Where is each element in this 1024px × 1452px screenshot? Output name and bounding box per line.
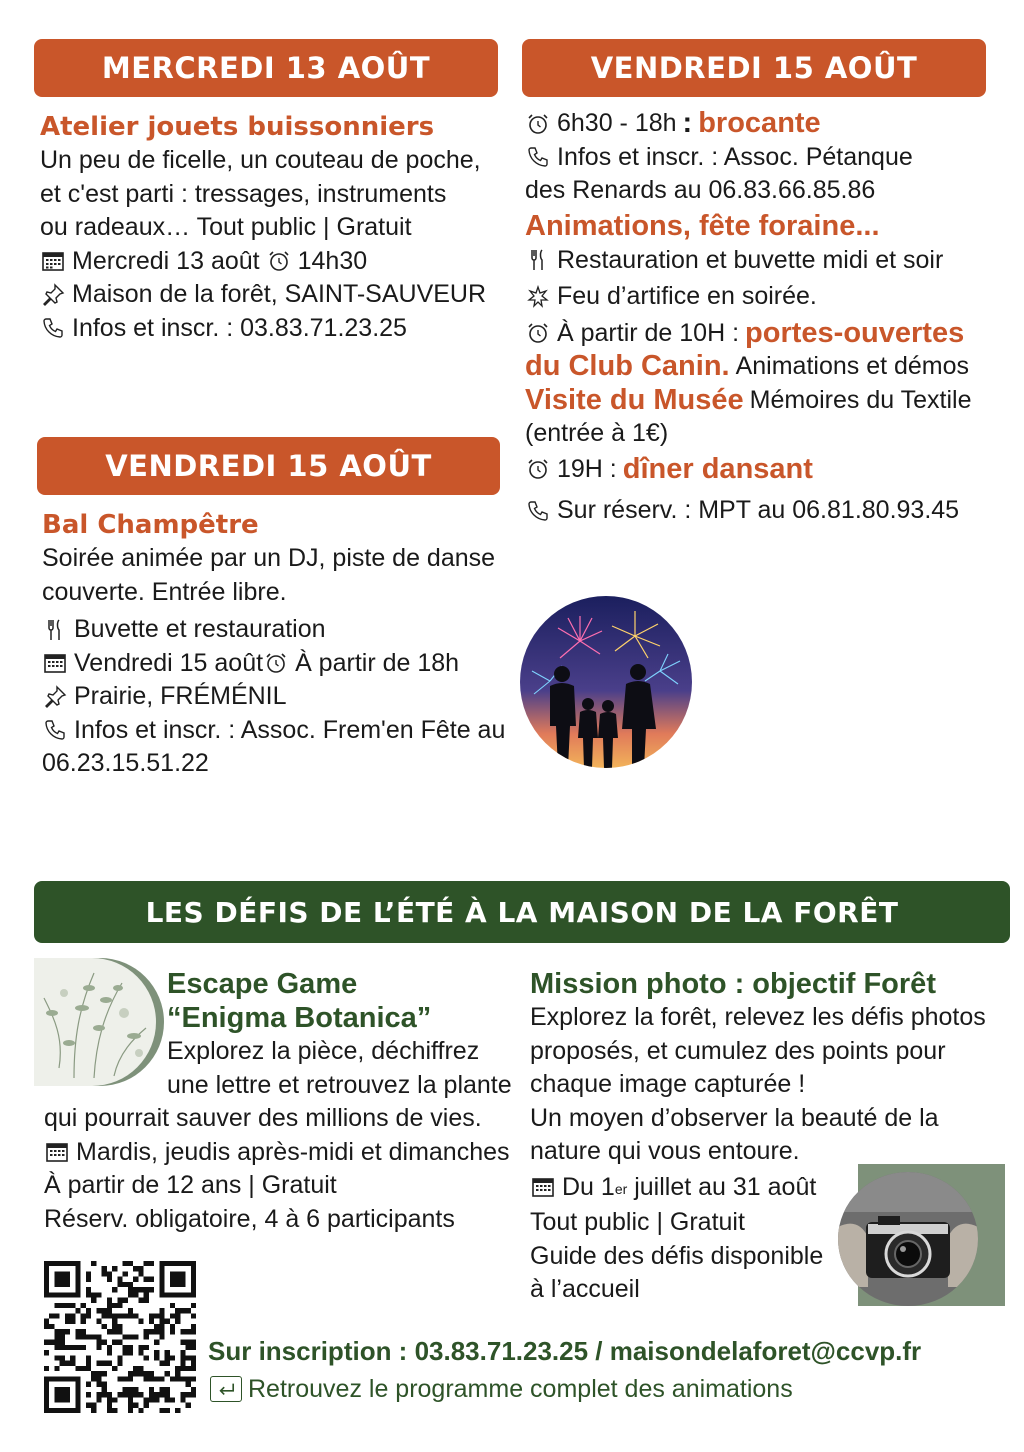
event-title: Atelier jouets buissonniers bbox=[40, 112, 435, 142]
calendar-icon bbox=[42, 650, 68, 676]
photo-desc-line: Explorez la forêt, relevez les défis photos bbox=[530, 1003, 986, 1031]
photo-desc-line: Un moyen d’observer la beauté de la bbox=[530, 1103, 939, 1132]
contact-line bbox=[40, 312, 510, 346]
programme-text: Retrouvez le programme complet des animations bbox=[248, 1375, 793, 1403]
escape-game-details bbox=[44, 1102, 514, 1236]
photo-desc-line: proposés, et cumulez des points pour bbox=[530, 1036, 946, 1065]
brocante-sep: : bbox=[682, 107, 693, 139]
event-time: À partir de 18h bbox=[295, 648, 460, 677]
musee-desc: Mémoires du Textile bbox=[749, 385, 972, 414]
botanical-illustration bbox=[34, 958, 164, 1086]
brocante-info-2: des Renards au 06.83.66.85.86 bbox=[525, 176, 876, 204]
pin-icon bbox=[40, 282, 66, 308]
escape-title-2: “Enigma Botanica” bbox=[167, 1002, 432, 1034]
escape-days-line bbox=[44, 1136, 514, 1170]
reservation-text: Sur réserv. : MPT au 06.81.80.93.45 bbox=[557, 496, 960, 524]
photo-desc-line: chaque image capturée ! bbox=[530, 1070, 806, 1098]
event-bal bbox=[42, 508, 512, 781]
banner-defis: LES DÉFIS DE L’ÉTÉ À LA MAISON DE LA FORÊT bbox=[34, 881, 1010, 943]
event-place: Prairie, FRÉMÉNIL bbox=[74, 682, 287, 710]
phone-icon bbox=[525, 144, 551, 170]
event-desc-line: couverte. Entrée libre. bbox=[42, 577, 287, 606]
brocante-title: brocante bbox=[698, 107, 821, 139]
calendar-icon bbox=[40, 248, 66, 274]
event-contact: Infos et inscr. : 03.83.71.23.25 bbox=[72, 313, 407, 342]
photo-date-b: juillet au 31 août bbox=[627, 1172, 817, 1201]
alarm-clock-icon bbox=[525, 320, 551, 346]
date-line bbox=[40, 245, 510, 279]
brocante-info: Infos et inscr. : Assoc. Pétanque bbox=[557, 142, 913, 171]
event-date: Mercredi 13 août bbox=[72, 246, 260, 275]
event-contact: Infos et inscr. : Assoc. Frem'en Fête au bbox=[74, 715, 506, 744]
contact-line bbox=[525, 141, 1005, 175]
banner-vendredi-right: VENDREDI 15 AOÛT bbox=[522, 39, 986, 97]
diner-line bbox=[525, 453, 1005, 487]
photo-date-sup: er bbox=[614, 1180, 628, 1197]
escape-desc-line: qui pourrait sauver des millions de vies. bbox=[44, 1104, 482, 1132]
food-text: Restauration et buvette midi et soir bbox=[557, 245, 944, 274]
alarm-clock-icon bbox=[263, 650, 289, 676]
musee-price: (entrée à 1€) bbox=[525, 419, 669, 447]
brocante-line bbox=[525, 107, 1005, 141]
escape-game bbox=[167, 967, 512, 1102]
escape-reserve: Réserv. obligatoire, 4 à 6 participants bbox=[44, 1204, 455, 1233]
qr-code[interactable] bbox=[44, 1261, 196, 1413]
place-line bbox=[42, 680, 512, 714]
photo-date-a: Du 1 bbox=[562, 1172, 615, 1201]
place-line bbox=[40, 278, 510, 312]
escape-age: À partir de 12 ans | Gratuit bbox=[44, 1171, 337, 1199]
photo-guide-1: Guide des défis disponible bbox=[530, 1241, 824, 1270]
musee-title: Visite du Musée bbox=[525, 383, 744, 416]
musee-line bbox=[525, 384, 1005, 418]
event-title: Bal Champêtre bbox=[42, 510, 259, 540]
event-atelier bbox=[40, 110, 510, 345]
phone-icon bbox=[42, 717, 68, 743]
fireworks-family-photo bbox=[520, 596, 692, 768]
event-time: 14h30 bbox=[297, 246, 368, 275]
food-line bbox=[525, 244, 1005, 278]
pin-icon bbox=[42, 684, 68, 710]
canin-desc: Animations et démos bbox=[735, 352, 970, 380]
fireworks-line bbox=[525, 280, 1005, 314]
programme-line[interactable] bbox=[210, 1372, 793, 1406]
calendar-icon bbox=[44, 1139, 70, 1165]
return-arrow-icon bbox=[210, 1376, 242, 1402]
camera-photo bbox=[838, 1172, 978, 1306]
escape-title-1: Escape Game bbox=[167, 968, 358, 1000]
fireworks-icon bbox=[525, 284, 551, 310]
phone-icon bbox=[40, 315, 66, 341]
escape-desc-line: Explorez la pièce, déchiffrez bbox=[167, 1037, 480, 1065]
food-line bbox=[42, 613, 512, 647]
photo-guide-2: à l’accueil bbox=[530, 1275, 640, 1303]
photo-title: Mission photo : objectif Forêt bbox=[530, 968, 936, 1000]
canin-title-1: portes-ouvertes bbox=[745, 316, 965, 349]
inscription-line: Sur inscription : 03.83.71.23.25 / maisondelaforet@ccvp.fr bbox=[208, 1336, 922, 1366]
event-date: Vendredi 15 août bbox=[74, 648, 264, 677]
event-desc-line: ou radeaux… Tout public | Gratuit bbox=[40, 213, 412, 241]
event-desc-line: Soirée animée par un DJ, piste de danse bbox=[42, 544, 496, 572]
canin-line-2 bbox=[525, 350, 1005, 384]
contact-line bbox=[42, 714, 512, 748]
fork-knife-icon bbox=[42, 617, 68, 643]
calendar-icon bbox=[530, 1174, 556, 1200]
phone-icon bbox=[525, 498, 551, 524]
banner-mercredi: MERCREDI 13 AOÛT bbox=[34, 39, 498, 97]
animations-title: Animations, fête foraine... bbox=[525, 209, 880, 242]
events-vendredi-right bbox=[525, 107, 1005, 528]
canin-title-2: du Club Canin. bbox=[525, 350, 730, 382]
reservation-line bbox=[525, 494, 1005, 528]
banner-vendredi-left: VENDREDI 15 AOÛT bbox=[37, 437, 500, 495]
diner-time: 19H : bbox=[557, 454, 617, 483]
photo-desc-line: nature qui vous entoure. bbox=[530, 1137, 800, 1165]
food-text: Buvette et restauration bbox=[74, 615, 326, 643]
event-place: Maison de la forêt, SAINT-SAUVEUR bbox=[72, 280, 487, 308]
diner-title: dîner dansant bbox=[622, 452, 813, 485]
alarm-clock-icon bbox=[525, 111, 551, 137]
escape-days: Mardis, jeudis après-midi et dimanches bbox=[76, 1137, 510, 1166]
escape-desc-line: une lettre et retrouvez la plante bbox=[167, 1070, 512, 1099]
canin-time: À partir de 10H : bbox=[557, 318, 740, 347]
fireworks-text: Feu d’artifice en soirée. bbox=[557, 282, 817, 310]
photo-public: Tout public | Gratuit bbox=[530, 1208, 745, 1236]
alarm-clock-icon bbox=[525, 456, 551, 482]
contact-line-2: 06.23.15.51.22 bbox=[42, 749, 209, 777]
alarm-clock-icon bbox=[266, 248, 292, 274]
canin-line bbox=[525, 317, 1005, 351]
event-desc-line: Un peu de ficelle, un couteau de poche, bbox=[40, 146, 481, 174]
fork-knife-icon bbox=[525, 247, 551, 273]
brocante-time: 6h30 - 18h bbox=[557, 109, 677, 137]
event-desc-line: et c'est parti : tressages, instruments bbox=[40, 179, 447, 208]
date-line bbox=[42, 647, 512, 681]
